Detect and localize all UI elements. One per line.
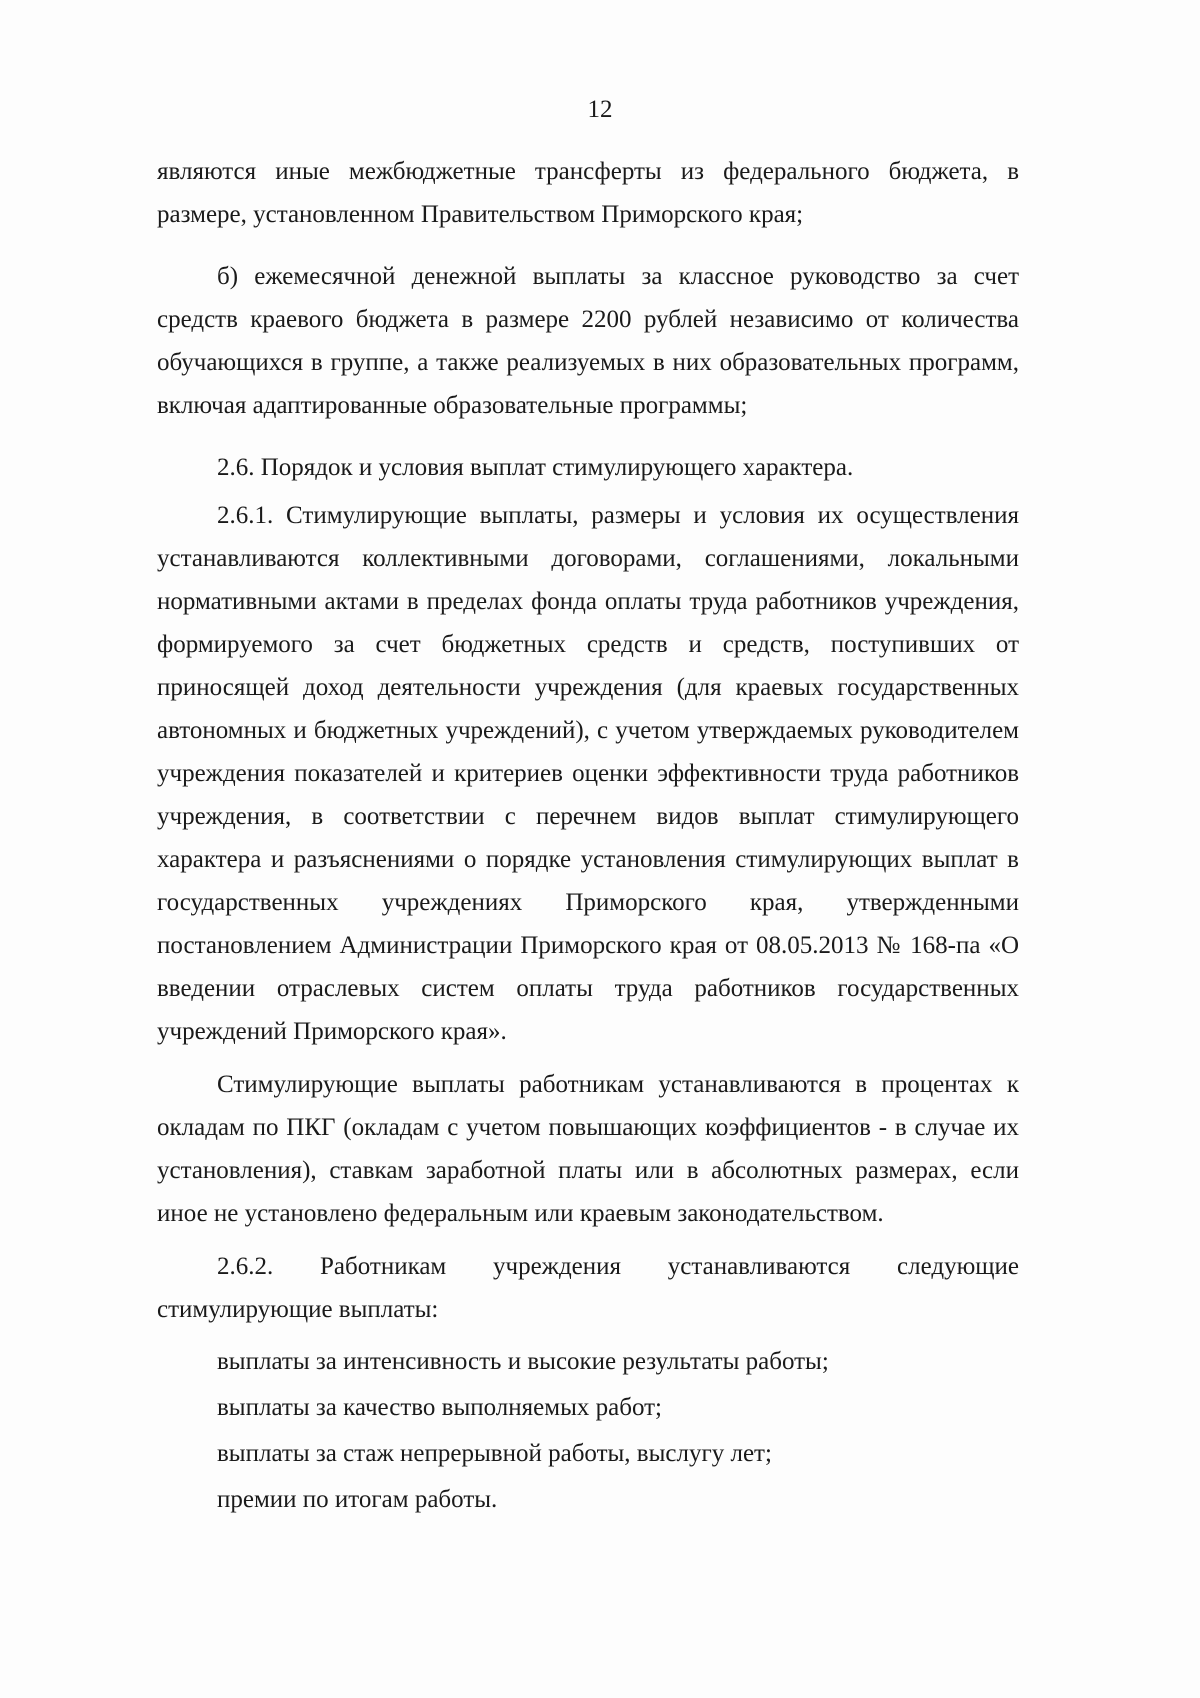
list-item: премии по итогам работы. <box>217 1486 498 1513</box>
section-heading-2-6: 2.6. Порядок и условия выплат стимулирующего характера. <box>217 454 854 481</box>
paragraph-stimulating-payments: Стимулирующие выплаты работникам устанавливаются в процентах к окладам по ПКГ (окладам с учетом повышающих коэффициентов - в случае их установления), ставкам заработной платы или в абсолютных размерах, если иное не установлено федеральным или краевым законодательством. <box>157 1071 1019 1227</box>
paragraph-item-b: б) ежемесячной денежной выплаты за классное руководство за счет средств краевого бюджета в размере 2200 рублей независимо от количества обучающихся в группе, а также реализуемых в них образовательных программ, включая адаптированные образовательные программы; <box>157 263 1019 419</box>
payments-list <box>157 1339 1019 1523</box>
paragraph-2-6-1: 2.6.1. Стимулирующие выплаты, размеры и условия их осуществления устанавливаются коллективными договорами, соглашениями, локальными нормативными актами в пределах фонда оплаты труда работников учреждения, формируемого за счет бюджетных средств и средств, поступивших от приносящей доход деятельности учреждения (для краевых государственных автономных и бюджетных учреждений), с учетом утверждаемых руководителем учреждения показателей и критериев оценки эффективности труда работников учреждения, в соответствии с перечнем видов выплат стимулирующего характера и разъяснениями о порядке установления стимулирующих выплат в государственных учреждениях Приморского края, утвержденными постановлением Администрации Приморского края от 08.05.2013 № 168-па «О введении отраслевых систем оплаты труда работников государственных учреждений Приморского края». <box>157 502 1019 1045</box>
word: следующие <box>897 1253 1019 1280</box>
word: учреждения <box>493 1253 622 1280</box>
paragraph-continuation: являются иные межбюджетные трансферты из федерального бюджета, в размере, установленном Правительством Приморского края; <box>157 158 1019 228</box>
word: устанавливаются <box>667 1253 851 1280</box>
paragraph-2-6-2-first-line <box>157 1245 1019 1288</box>
page-number: 12 <box>587 96 613 123</box>
list-item: выплаты за качество выполняемых работ; <box>217 1394 662 1421</box>
paragraph-2-6-2-tail: стимулирующие выплаты: <box>157 1296 439 1323</box>
document-body <box>157 150 1019 1523</box>
list-item: выплаты за интенсивность и высокие результаты работы; <box>217 1348 829 1375</box>
list-item: выплаты за стаж непрерывной работы, выслугу лет; <box>217 1440 772 1467</box>
item-number: 2.6.2. <box>217 1253 274 1280</box>
word: Работникам <box>320 1253 447 1280</box>
